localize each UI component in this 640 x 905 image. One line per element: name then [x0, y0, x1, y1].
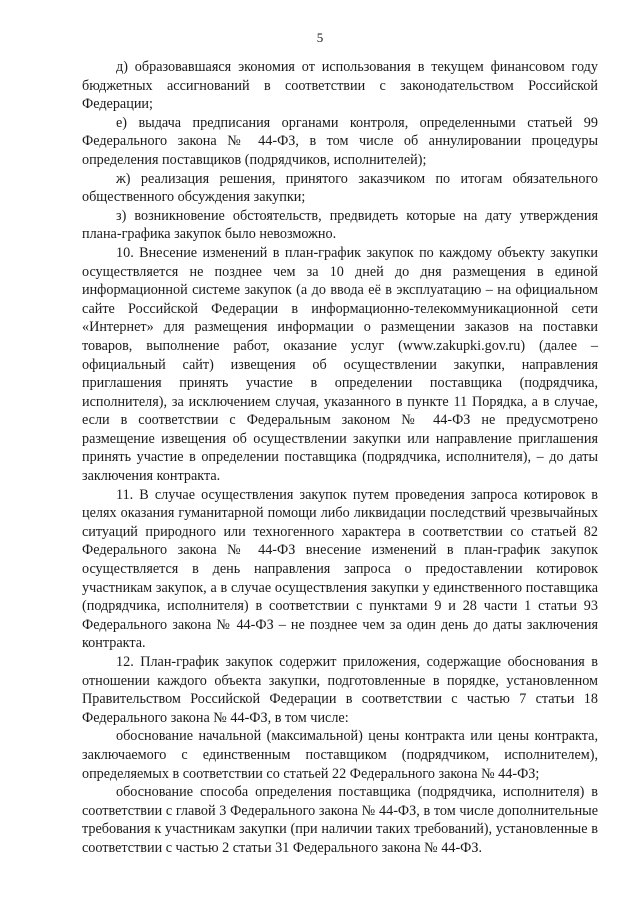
paragraph-d: д) образовавшаяся экономия от использования в текущем финансовом году бюджетных ассигнований в соответствии с законодательством Российской Федерации; [82, 59, 598, 113]
paragraph-z: з) возникновение обстоятельств, предвидеть которые на дату утверждения плана-графика закупок было невозможно. [82, 207, 598, 243]
paragraph-12-item-2: обоснование способа определения поставщика (подрядчика, исполнителя) в соответствии с главой 3 Федерального закона № 44-ФЗ, в том числе дополнительные требования к участникам закупки (при наличии таких требований), установленные в соответствии с частью 2 статьи 31 Федерального закона № 44-ФЗ. [82, 784, 598, 856]
paragraph-e: е) выдача предписания органами контроля, определенными статьей 99 Федерального закона № 44-ФЗ, в том числе об аннулировании процедуры определения поставщиков (подрядчиков, исполнителей); [82, 114, 598, 168]
paragraph-11: 11. В случае осуществления закупок путем проведения запроса котировок в целях оказания гуманитарной помощи либо ликвидации последствий чрезвычайных ситуаций природного или техногенного характера в соответствии со статьей 82 Федерального закона № 44-ФЗ внесение изменений в план-график закупок осуществляется в день направления запроса о предоставлении котировок участникам закупок, а в случае осуществления закупки у единственного поставщика (подрядчика, исполнителя) в соответствии с пунктами 9 и 28 части 1 статьи 93 Федерального закона № 44-ФЗ – не позднее чем за один день до даты заключения контракта. [82, 486, 598, 652]
document-body [82, 58, 598, 858]
paragraph-zh: ж) реализация решения, принятого заказчиком по итогам обязательного общественного обсуждения закупки; [82, 170, 598, 206]
paragraph-12: 12. План-график закупок содержит приложения, содержащие обоснования в отношении каждого объекта закупки, подготовленные в порядке, установленном Правительством Российской Федерации в соответствии с частью 7 статьи 18 Федерального закона № 44-ФЗ, в том числе: [82, 654, 598, 726]
paragraph-12-item-1: обоснование начальной (максимальной) цены контракта или цены контракта, заключаемого с единственным поставщиком (подрядчиком, исполнителем), определяемых в соответствии со статьей 22 Федерального закона № 44-ФЗ; [82, 728, 598, 782]
page-number: 5 [316, 30, 324, 45]
paragraph-10: 10. Внесение изменений в план-график закупок по каждому объекту закупки осуществляется не позднее чем за 10 дней до дня размещения в единой информационной системе закупок (а до ввода её в эксплуатацию – на официальном сайте Российской Федерации в информационно-телекоммуникационной сети «Интернет» для размещения информации о размещении заказов на поставки товаров, выполнение работ, оказание услуг (www.zakupki.gov.ru) (далее – официальный сайт) извещения об осуществлении закупки, направления приглашения принять участие в определении поставщика (подрядчика, исполнителя), за исключением случая, указанного в пункте 11 Порядка, а в случае, если в соответствии с Федеральным законом № 44-ФЗ не предусмотрено размещение извещения об осуществлении закупки или направление приглашения принять участие в определении поставщика (подрядчика, исполнителя), – до даты заключения контракта. [82, 244, 598, 485]
